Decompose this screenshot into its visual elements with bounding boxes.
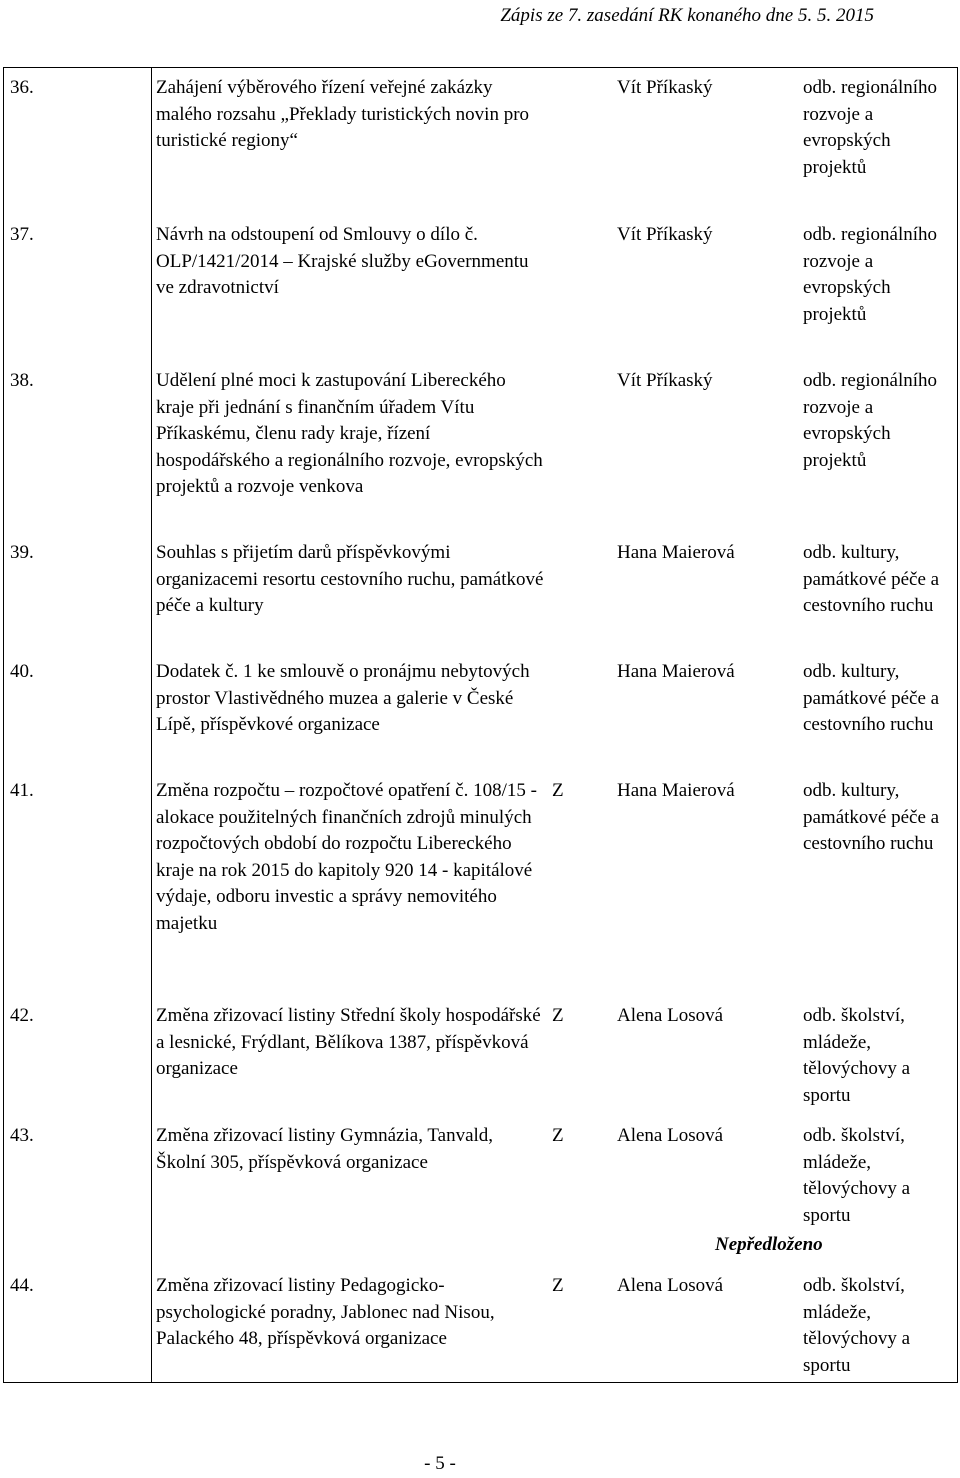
item-number: 37. (10, 224, 34, 245)
item-subject: Změna zřizovací listiny Střední školy hospodářské a lesnické, Frýdlant, Bělíkova 1387, příspěvková organizace (156, 1005, 541, 1079)
item-mark: Z (552, 1125, 564, 1146)
item-department: odb. kultury, památkové péče a cestovního ruchu (803, 661, 940, 735)
item-subject: Změna zřizovací listiny Gymnázia, Tanvald, Školní 305, příspěvková organizace (156, 1125, 494, 1173)
document-header: Zápis ze 7. zasedání RK konaného dne 5. 5. 2015 (500, 5, 874, 26)
item-mark: Z (552, 780, 564, 801)
page-number: - 5 - (424, 1453, 456, 1474)
item-department: odb. kultury, památkové péče a cestovního ruchu (803, 780, 940, 854)
item-subject: Změna rozpočtu – rozpočtové opatření č. 108/15 - alokace použitelných finančních zdrojů minulých rozpočtových období do rozpočtu Libereckého kraje na rok 2015 do kapitoly 920 14 - kapitálové výdaje, odboru investic a správy nemovitého majetku (156, 780, 537, 934)
item-presenter: Alena Losová (617, 1125, 724, 1146)
item-presenter: Hana Maierová (617, 780, 735, 801)
item-presenter: Alena Losová (617, 1005, 724, 1026)
not-submitted-note: Nepředloženo (715, 1234, 823, 1255)
item-number: 41. (10, 780, 34, 801)
item-presenter: Vít Příkaský (617, 224, 713, 245)
item-number: 36. (10, 77, 34, 98)
item-presenter: Alena Losová (617, 1275, 724, 1296)
item-subject: Změna zřizovací listiny Pedagogicko-psychologické poradny, Jablonec nad Nisou, Palackého 48, příspěvková organizace (156, 1275, 495, 1349)
item-department: odb. školství, mládeže, tělovýchovy a sportu (803, 1125, 911, 1226)
item-department: odb. školství, mládeže, tělovýchovy a sportu (803, 1005, 911, 1106)
item-department: odb. regionálního rozvoje a evropských projektů (803, 224, 938, 325)
item-number: 38. (10, 370, 34, 391)
item-number: 43. (10, 1125, 34, 1146)
agenda-table (3, 67, 958, 1383)
item-subject: Dodatek č. 1 ke smlouvě o pronájmu nebytových prostor Vlastivědného muzea a galerie v České Lípě, příspěvkové organizace (156, 661, 530, 735)
item-subject: Udělení plné moci k zastupování Libereckého kraje při jednání s finančním úřadem Vítu Příkaskému, členu rady kraje, řízení hospodářského a regionálního rozvoje, evropských projektů a rozvoje venkova (156, 370, 543, 497)
item-presenter: Vít Příkaský (617, 370, 713, 391)
item-department: odb. školství, mládeže, tělovýchovy a sportu (803, 1275, 911, 1376)
item-department: odb. regionálního rozvoje a evropských projektů (803, 370, 938, 471)
item-number: 39. (10, 542, 34, 563)
item-presenter: Hana Maierová (617, 542, 735, 563)
column-divider (151, 68, 152, 1382)
item-mark: Z (552, 1005, 564, 1026)
item-department: odb. regionálního rozvoje a evropských projektů (803, 77, 938, 178)
item-subject: Návrh na odstoupení od Smlouvy o dílo č. OLP/1421/2014 – Krajské služby eGovernmentu ve zdravotnictví (156, 224, 529, 298)
item-mark: Z (552, 1275, 564, 1296)
item-subject: Souhlas s přijetím darů příspěvkovými organizacemi resortu cestovního ruchu, památkové péče a kultury (156, 542, 544, 616)
item-subject: Zahájení výběrového řízení veřejné zakázky malého rozsahu „Překlady turistických novin pro turistické regiony“ (156, 77, 530, 151)
item-number: 42. (10, 1005, 34, 1026)
item-number: 44. (10, 1275, 34, 1296)
item-presenter: Hana Maierová (617, 661, 735, 682)
item-department: odb. kultury, památkové péče a cestovního ruchu (803, 542, 940, 616)
item-number: 40. (10, 661, 34, 682)
item-presenter: Vít Příkaský (617, 77, 713, 98)
